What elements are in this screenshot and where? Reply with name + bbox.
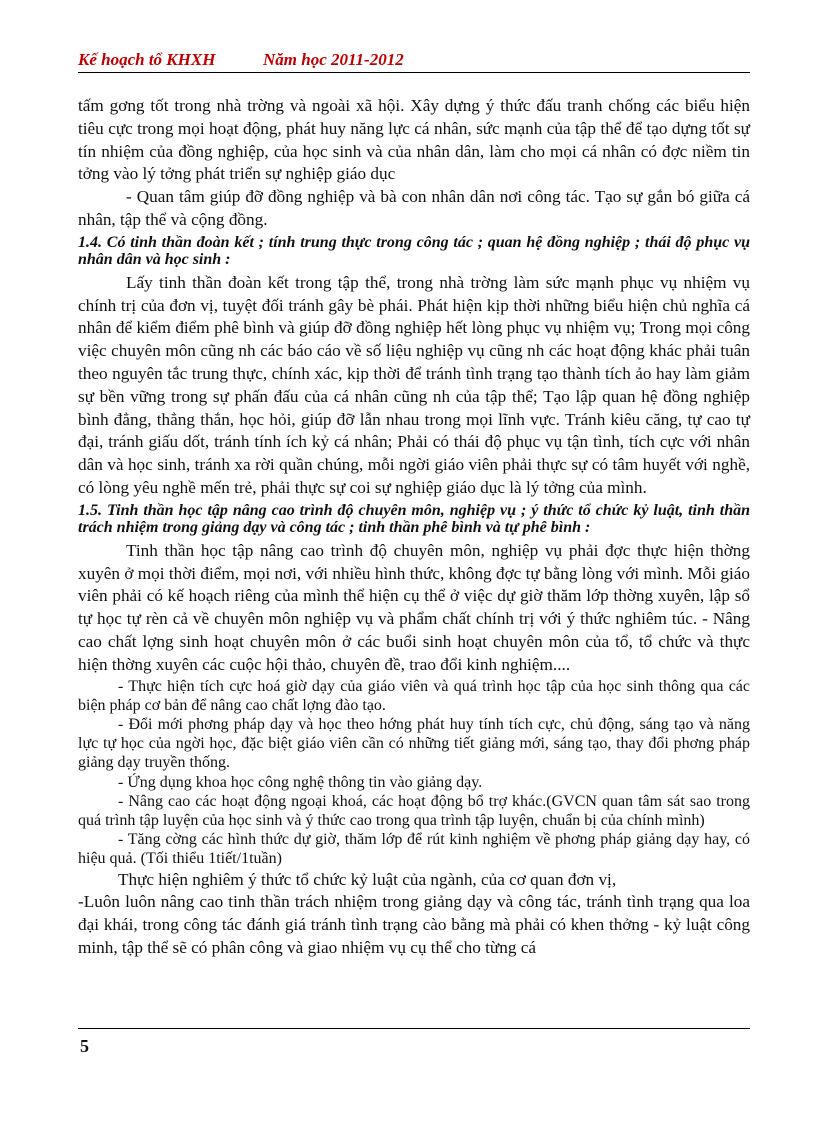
list-item-class-observation: - Tăng cờng các hình thức dự giờ, thăm lớp để rút kinh nghiệm về phơng pháp giảng dạy hay, có hiệu quả. (Tối thiểu 1tiết/1tuần) bbox=[78, 831, 750, 868]
paragraph-solidarity: Lấy tinh thần đoàn kết trong tập thể, trong nhà trờng làm sức mạnh phục vụ nhiệm vụ chính trị của đơn vị, tuyệt đối tránh gây bè phái. Phát hiện kịp thời những biểu hiện chủ nghĩa cá nhân để kiểm điểm phê bình và giúp đỡ đồng nghiệp hết lòng phục vụ nhiệm vụ; Trong mọi công việc chuyên môn cũng nh các báo cáo về số liệu nghiệp vụ cũng nh các hoạt động khác phải tuân theo nguyên tắc trung thực, chính xác, kịp thời để tránh tình trạng tạo thành tích ảo hay làm giảm sự bền vững trong sự phấn đấu của cá nhân cũng nh của tập thể; Tạo lập quan hệ đồng nghiệp bình đẳng, thẳng thắn, học hỏi, giúp đỡ lẫn nhau trong mọi lĩnh vực. Tránh kiêu căng, tự cao tự đại, tránh giấu dốt, tránh tính ích kỷ cá nhân; Phải có thái độ phục vụ tận tình, tích cực với nhân dân và học sinh, tránh xa rời quần chúng, mỗi ngời giáo viên phải thực sự có tâm huyết với nghề, có lòng yêu nghề mến trẻ, phải thực sự coi sự nghiệp giáo dục là lý tởng của mình. bbox=[78, 272, 750, 497]
page-header bbox=[78, 50, 750, 73]
paragraph-study: Tinh thần học tập nâng cao trình độ chuyên môn, nghiệp vụ phải đợc thực hiện thờng xuyên ở mọi thời điểm, mọi nơi, với nhiều hình thức, không đợc tự bằng lòng với mình. Mỗi giáo viên phải có kế hoạch riêng của mình thể hiện cụ thể ở việc dự giờ thăm lớp thờng xuyên, lập sổ tự học tự rèn cả về chuyên môn nghiệp vụ và phẩm chất chính trị với ý thức nghiêm túc. - Nâng cao chất lợng sinh hoạt chuyên môn ở các buổi sinh hoạt chuyên môn của tổ, tổ chức và thực hiện thờng xuyên các cuộc hội thảo, chuyên đề, trao đổi kinh nghiệm.... bbox=[78, 540, 750, 674]
header-department: Kế hoạch tổ KHXH bbox=[78, 50, 216, 69]
list-item-it-application: - Ứng dụng khoa học công nghệ thông tin vào giảng dạy. bbox=[118, 773, 483, 791]
footer-divider bbox=[78, 1028, 750, 1029]
page-number: 5 bbox=[80, 1036, 89, 1056]
paragraph-intro: tấm gơng tốt trong nhà trờng và ngoài xã hội. Xây dựng ý thức đấu tranh chống các biểu hiện tiêu cực trong mọi hoạt động, phát huy năng lực cá nhân, sức mạnh của tập thể để tạo dựng tốt sự tín nhiệm của đồng nghiệp, của học sinh và của nhân dân, làm cho mọi cá nhân có đợc niềm tin tởng vào lý tởng phát triển sự nghiệp giáo dục bbox=[78, 96, 750, 184]
paragraph-cooperation: - Quan tâm giúp đỡ đồng nghiệp và bà con nhân dân nơi công tác. Tạo sự gắn bó giữa cá nhân, tập thể và cộng đồng. bbox=[78, 187, 750, 229]
list-item-method-innovation: - Đổi mới phơng pháp dạy và học theo hớng phát huy tính tích cực, chủ động, sáng tạo và năng lực tự học của ngời học, đặc biệt giáo viên cần có những tiết giảng mới, sáng tạo, thay đổi phơng pháp giảng dạy truyền thống. bbox=[78, 715, 750, 772]
header-school-year: Năm học 2011-2012 bbox=[263, 50, 404, 69]
list-item-extracurricular: - Nâng cao các hoạt động ngoại khoá, các hoạt động bổ trợ khác.(GVCN quan tâm sát sao trong quá trình tập luyện của học sinh và ý thức cao trong qua trình tập luyện, chuẩn bị của chính mình) bbox=[78, 792, 750, 829]
section-heading-1-4: 1.4. Có tinh thần đoàn kết ; tính trung thực trong công tác ; quan hệ đồng nghiệp ; thái độ phục vụ nhân dân và học sinh : bbox=[78, 233, 750, 268]
paragraph-discipline: Thực hiện nghiêm ý thức tổ chức kỷ luật của ngành, của cơ quan đơn vị, bbox=[118, 869, 617, 889]
list-item-active-teaching: - Thực hiện tích cực hoá giờ dạy của giáo viên và quá trình học tập của học sinh thông qua các biện pháp cơ bản để nâng cao chất lợng đào tạo. bbox=[78, 677, 750, 714]
document-body bbox=[78, 95, 750, 960]
section-heading-1-5: 1.5. Tinh thần học tập nâng cao trình độ chuyên môn, nghiệp vụ ; ý thức tổ chức kỷ luật, tinh thần trách nhiệm trong giảng dạy và công tác ; tinh thần phê bình và tự phê bình : bbox=[78, 501, 750, 536]
paragraph-responsibility: -Luôn luôn nâng cao tinh thần trách nhiệm trong giảng dạy và công tác, tránh tình trạng qua loa đại khái, trong công tác đánh giá tránh tình trạng cào bằng mà phải có khen thởng - kỷ luật công minh, tập thể sẽ có phân công và giao nhiệm vụ cụ thể cho từng cá bbox=[78, 892, 750, 957]
